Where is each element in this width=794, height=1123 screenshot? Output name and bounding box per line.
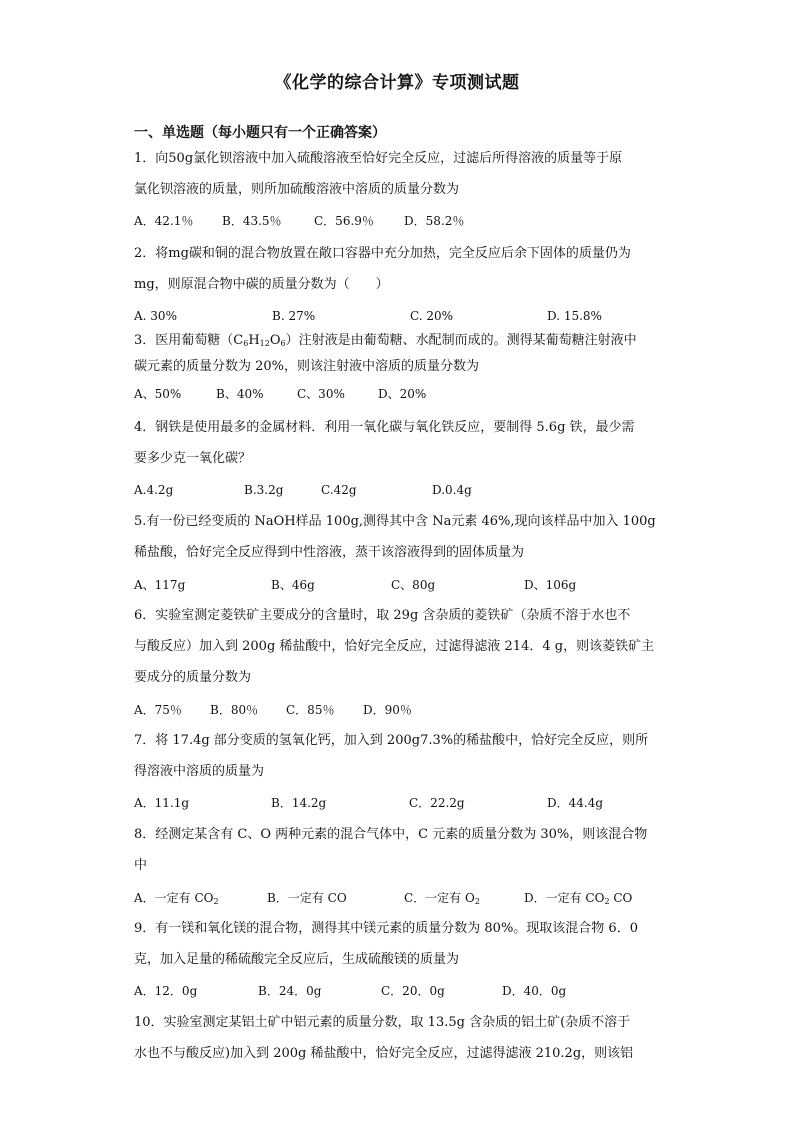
option-c: C、80g [391,578,436,592]
question-10-line-2: 水也不与酸反应)加入到 200g 稀盐酸中，恰好完全反应，过滤得滤液 210.2g，则该铝 [134,1046,634,1061]
option-a: A.4.2g [134,483,174,497]
option-c: C．85％ [286,703,335,717]
option-a: A．11.1g [134,796,190,810]
question-9-line-1: 9．有一镁和氧化镁的混合物，测得其中镁元素的质量分数为 80%。现取该混合物 6．0 [134,921,638,936]
question-3-line-1 [134,332,664,350]
formula-suffix: ）注射液是由葡萄糖、水配制而成的。测得某葡萄糖注射液中 [285,333,637,348]
formula-mid: H [248,333,260,348]
option-d: D、106g [524,578,577,592]
page-title: 《化学的综合计算》专项测试题 [274,73,520,93]
option-b: B．80％ [210,703,259,717]
question-6-options [134,701,664,719]
option-text: C．一定有 O [404,891,475,905]
question-6-line-1: 6．实验室测定菱铁矿主要成分的含量时，取 29g 含杂质的菱铁矿（杂质不溶于水也不 [134,608,631,623]
question-1-line-1: 1．向50g氯化钡溶液中加入硫酸溶液至恰好完全反应，过滤后所得溶液的质量等于原 [134,151,623,166]
option-d: D．58.2％ [404,214,465,228]
option-c: C．56.9％ [314,214,374,228]
question-2-line-2: mg，则原混合物中碳的质量分数为（ ） [134,277,389,292]
option-c [404,889,480,907]
option-d [524,889,632,907]
option-a: A．75％ [134,703,182,717]
question-5-line-1: 5.有一份已经变质的 NaOH样品 100g,测得其中含 Na元素 46%,现向该样品中加入 100g [134,514,656,529]
question-8-line-1: 8．经测定某含有 C、O 两种元素的混合气体中，C 元素的质量分数为 30%，则该混合物 [134,827,648,842]
formula-sub: 2 [474,897,480,906]
question-5-line-2: 稀盐酸，恰好完全反应得到中性溶液，蒸干该溶液得到的固体质量为 [134,545,525,560]
option-text: D．一定有 CO [524,891,605,905]
question-2-line-1: 2．将mg碳和铜的混合物放置在敞口容器中充分加热，完全反应后余下固体的质量仍为 [134,246,631,261]
question-6-line-3: 要成分的质量分数为 [134,670,252,685]
option-b: B．24．0g [258,984,322,998]
question-7-options [134,794,664,812]
formula-sub: 12 [259,339,270,348]
question-5-options [134,576,664,594]
option-c: C．22.2g [409,796,465,810]
question-7-line-2: 得溶液中溶质的质量为 [134,764,265,779]
formula-sub: 6 [280,339,286,348]
question-8-options [134,889,664,907]
option-c: C．20．0g [381,984,445,998]
option-text-tail: CO [609,891,633,905]
option-b: B、46g [271,578,315,592]
option-text: A．一定有 CO [134,891,214,905]
option-a: A、117g [134,578,186,592]
question-6-line-2: 与酸反应）加入到 200g 稀盐酸中，恰好完全反应，过滤得滤液 214．4 g，则该菱铁矿主 [134,639,655,654]
question-1-options [134,212,664,230]
option-d: D．90％ [363,703,412,717]
option-b: B．43.5％ [222,214,282,228]
option-d: D、20% [378,387,427,401]
formula-sub: 2 [604,897,610,906]
option-a: A. 30% [134,309,177,323]
question-7-line-1: 7．将 17.4g 部分变质的氢氧化钙，加入到 200g7.3%的稀盐酸中，恰好完全反应，则所 [134,733,649,748]
question-4-line-2: 要多少克一氧化碳？ [134,451,252,466]
question-9-line-2: 克，加入足量的稀硫酸完全反应后，生成硫酸镁的质量为 [134,952,460,967]
option-c: C.42g [321,483,357,497]
question-9-options [134,982,664,1000]
option-a: A．42.1％ [134,214,194,228]
option-c: C. 20% [410,309,454,323]
option-c: C、30% [297,387,345,401]
option-b: B、40% [216,387,264,401]
question-4-line-1: 4．钢铁是使用最多的金属材料．利用一氧化碳与氧化铁反应，要制得 5.6g 铁，最少需 [134,420,635,435]
formula-sub: 2 [213,897,219,906]
option-b [267,889,347,907]
option-text: B．一定有 CO [267,891,347,905]
option-a: A．12．0g [134,984,198,998]
formula-sub: 6 [243,339,249,348]
formula-mid: O [269,333,281,348]
question-2-options [134,307,664,325]
option-d: D．44.4g [547,796,604,810]
question-10-line-1: 10．实验室测定某铝土矿中铝元素的质量分数，取 13.5g 含杂质的铝土矿(杂质不溶于 [134,1015,631,1030]
question-1-line-2: 氯化钡溶液的质量，则所加硫酸溶液中溶质的质量分数为 [134,182,460,197]
question-4-options [134,481,664,499]
formula-prefix: 3．医用葡萄糖（C [134,333,244,348]
question-8-line-2: 中 [134,858,148,873]
option-d: D. 15.8% [547,309,602,323]
option-b: B. 27% [272,309,316,323]
question-3-options [134,385,664,403]
option-a [134,889,219,907]
section-heading: 一、单选题（每小题只有一个正确答案） [134,125,386,141]
option-b: B.3.2g [244,483,284,497]
question-3-line-2: 碳元素的质量分数为 20%，则该注射液中溶质的质量分数为 [134,359,480,374]
option-d: D．40．0g [502,984,567,998]
option-d: D.0.4g [432,483,472,497]
option-b: B．14.2g [271,796,327,810]
option-a: A、50% [134,387,182,401]
